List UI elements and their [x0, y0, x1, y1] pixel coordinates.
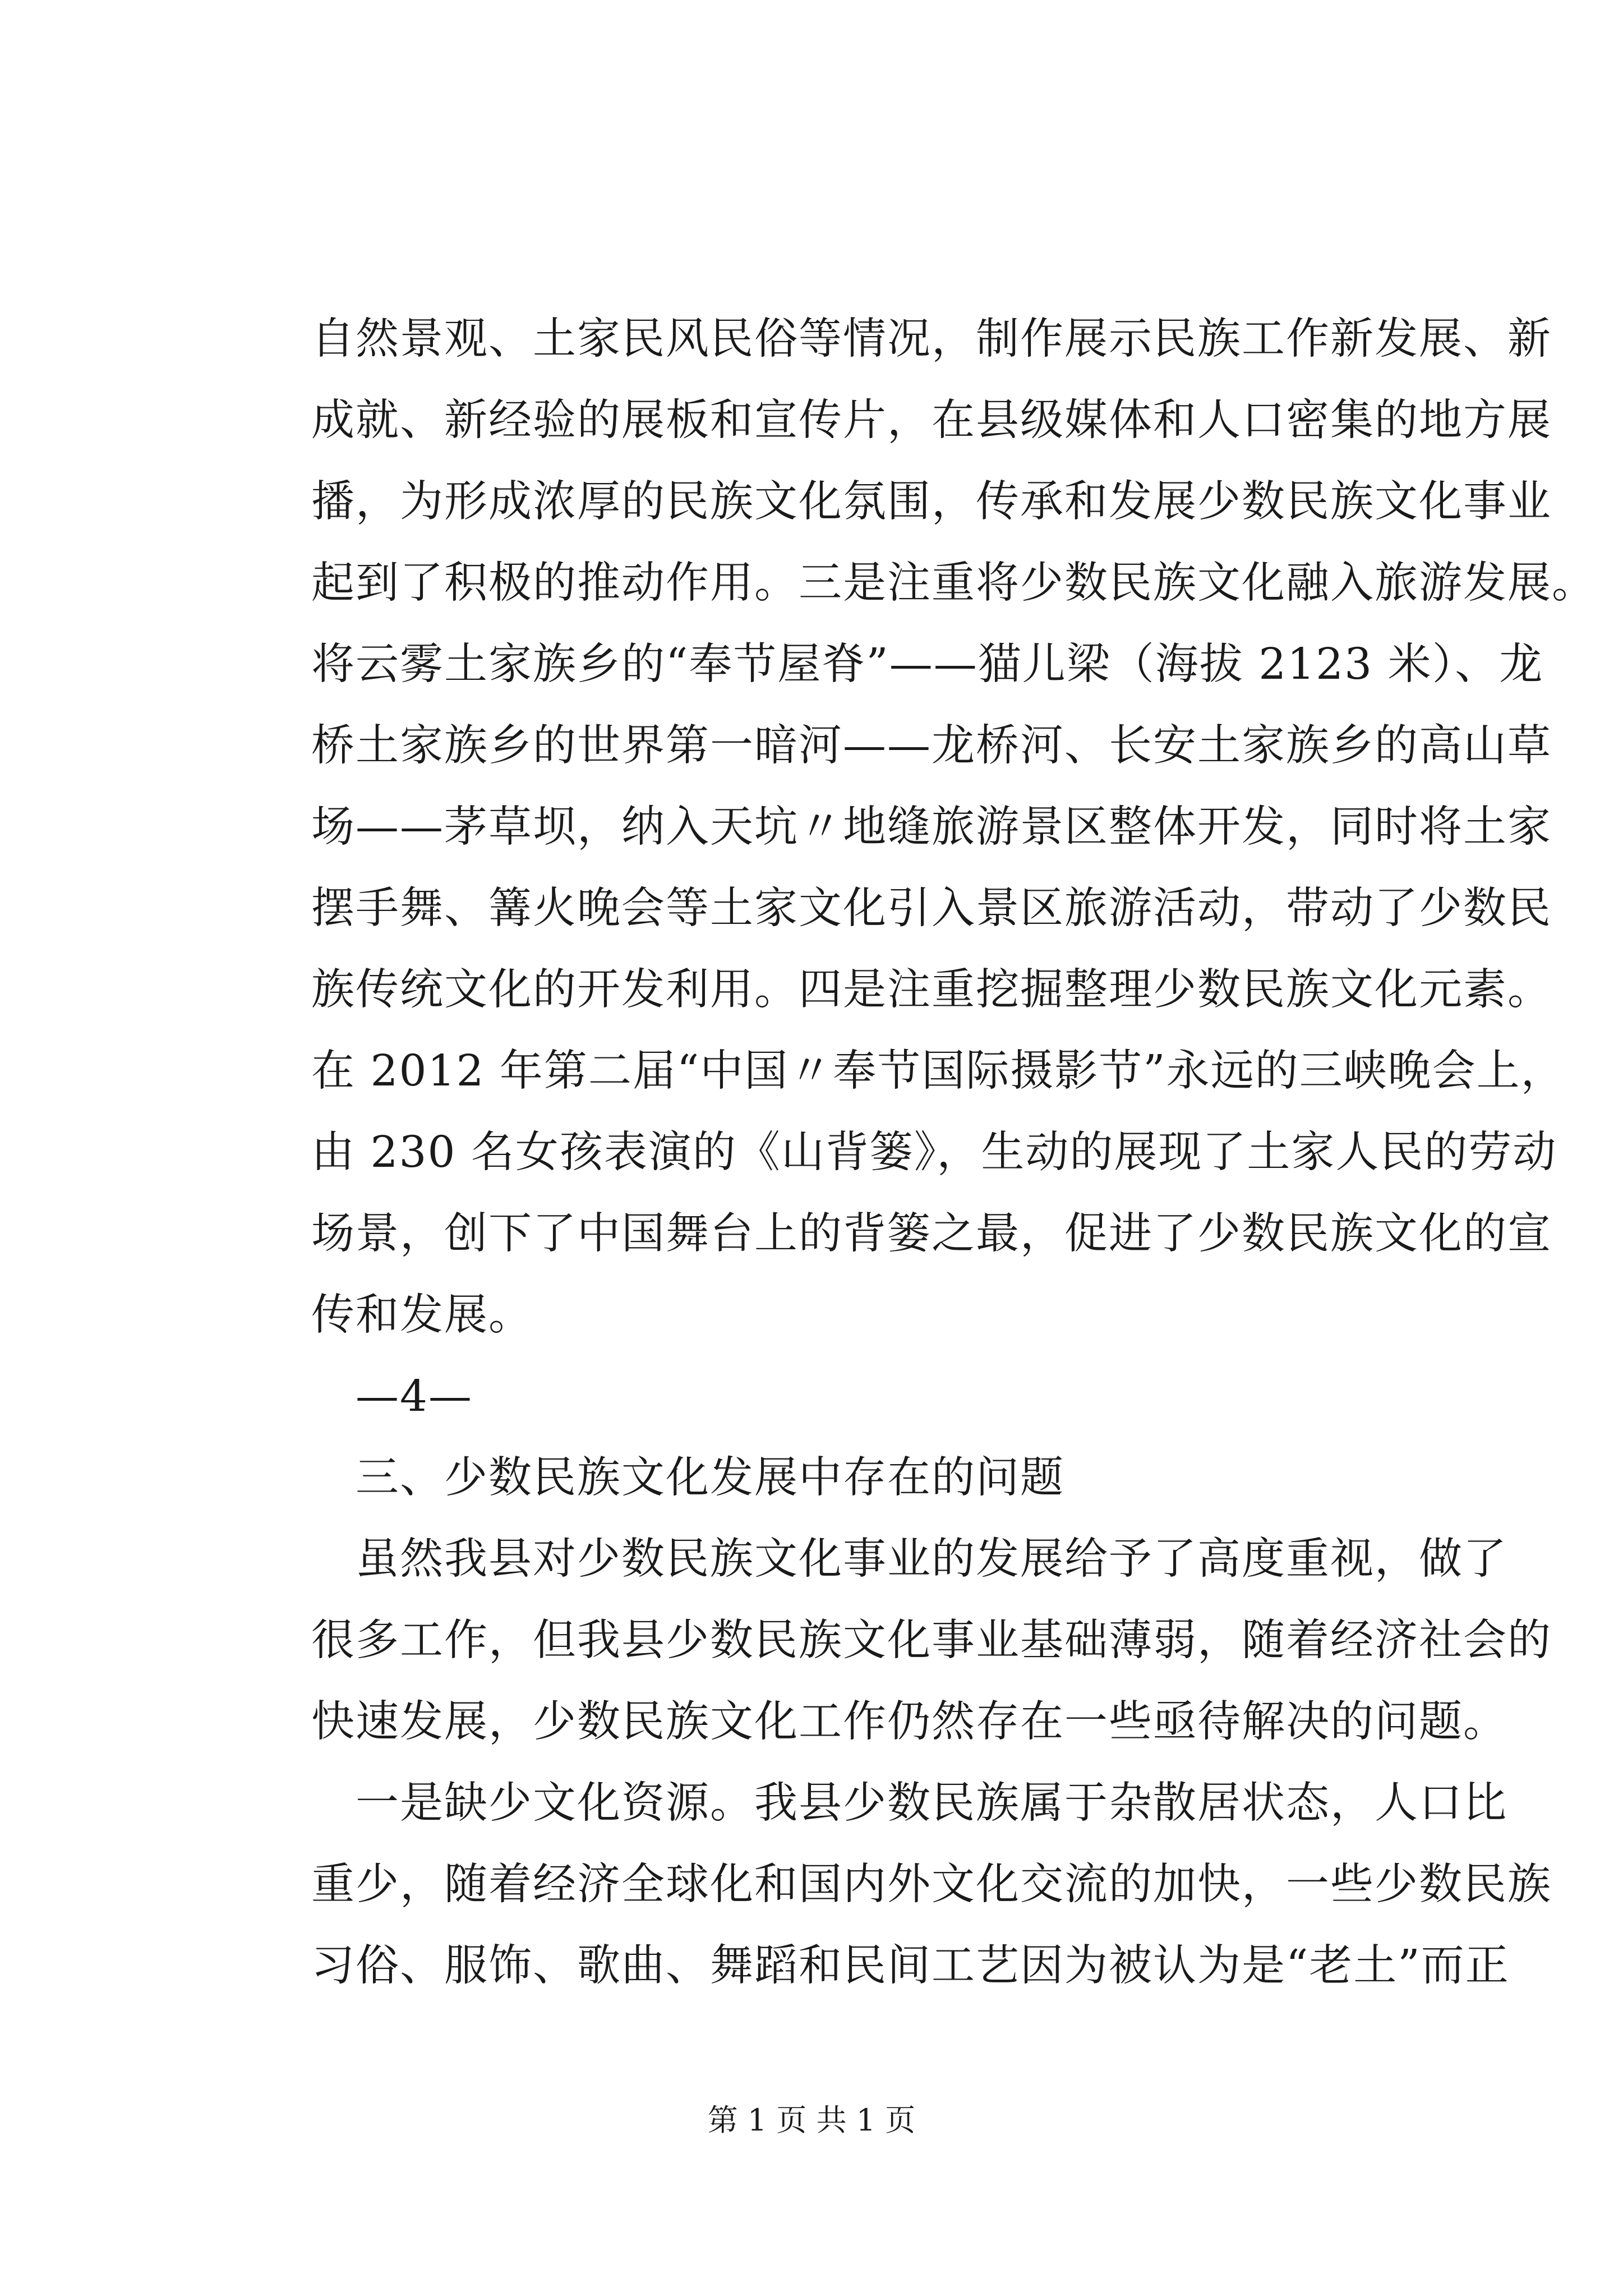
section-heading: 三、少数民族文化发展中存在的问题: [311, 1453, 1064, 1503]
body-line-20: 重少，随着经济全球化和国内外文化交流的加快，一些少数民族: [311, 1860, 1552, 1910]
page-footer: 第 1 页 共 1 页: [707, 2102, 916, 2138]
page-marker: —4—: [311, 1372, 473, 1421]
body-line-11: 由 230 名女孩表演的《山背篓》，生动的展现了土家人民的劳动: [311, 1128, 1557, 1177]
body-line-19: 一是缺少文化资源。我县少数民族属于杂散居状态，人口比: [311, 1778, 1507, 1828]
body-line-1: 自然景观、土家民风民俗等情况，制作展示民族工作新发展、新: [311, 314, 1552, 364]
body-line-17: 很多工作，但我县少数民族文化事业基础薄弱，随着经济社会的: [311, 1616, 1552, 1665]
body-line-6: 桥土家族乡的世界第一暗河——龙桥河、长安土家族乡的高山草: [311, 721, 1552, 771]
body-line-8: 摆手舞、篝火晚会等土家文化引入景区旅游活动，带动了少数民: [311, 884, 1552, 933]
body-line-21: 习俗、服饰、歌曲、舞蹈和民间工艺因为被认为是“老土”而正: [311, 1941, 1510, 1991]
body-line-9: 族传统文化的开发利用。四是注重挖掘整理少数民族文化元素。: [311, 965, 1552, 1015]
body-line-13: 传和发展。: [311, 1290, 533, 1340]
body-line-12: 场景，创下了中国舞台上的背篓之最，促进了少数民族文化的宣: [311, 1209, 1552, 1259]
body-line-10: 在 2012 年第二届“中国〃奉节国际摄影节”永远的三峡晚会上，: [311, 1046, 1565, 1096]
body-line-18: 快速发展，少数民族文化工作仍然存在一些亟待解决的问题。: [311, 1697, 1507, 1747]
body-line-5: 将云雾土家族乡的“奉节屋脊”——猫儿梁（海拔 2123 米）、龙: [311, 639, 1544, 689]
body-line-16: 虽然我县对少数民族文化事业的发展给予了高度重视，做了: [311, 1534, 1507, 1584]
body-line-2: 成就、新经验的展板和宣传片，在县级媒体和人口密集的地方展: [311, 395, 1552, 445]
body-line-7: 场——茅草坝，纳入天坑〃地缝旅游景区整体开发，同时将土家: [311, 802, 1552, 852]
body-line-3: 播，为形成浓厚的民族文化氛围，传承和发展少数民族文化事业: [311, 477, 1552, 527]
body-line-4: 起到了积极的推动作用。三是注重将少数民族文化融入旅游发展。: [311, 558, 1596, 608]
